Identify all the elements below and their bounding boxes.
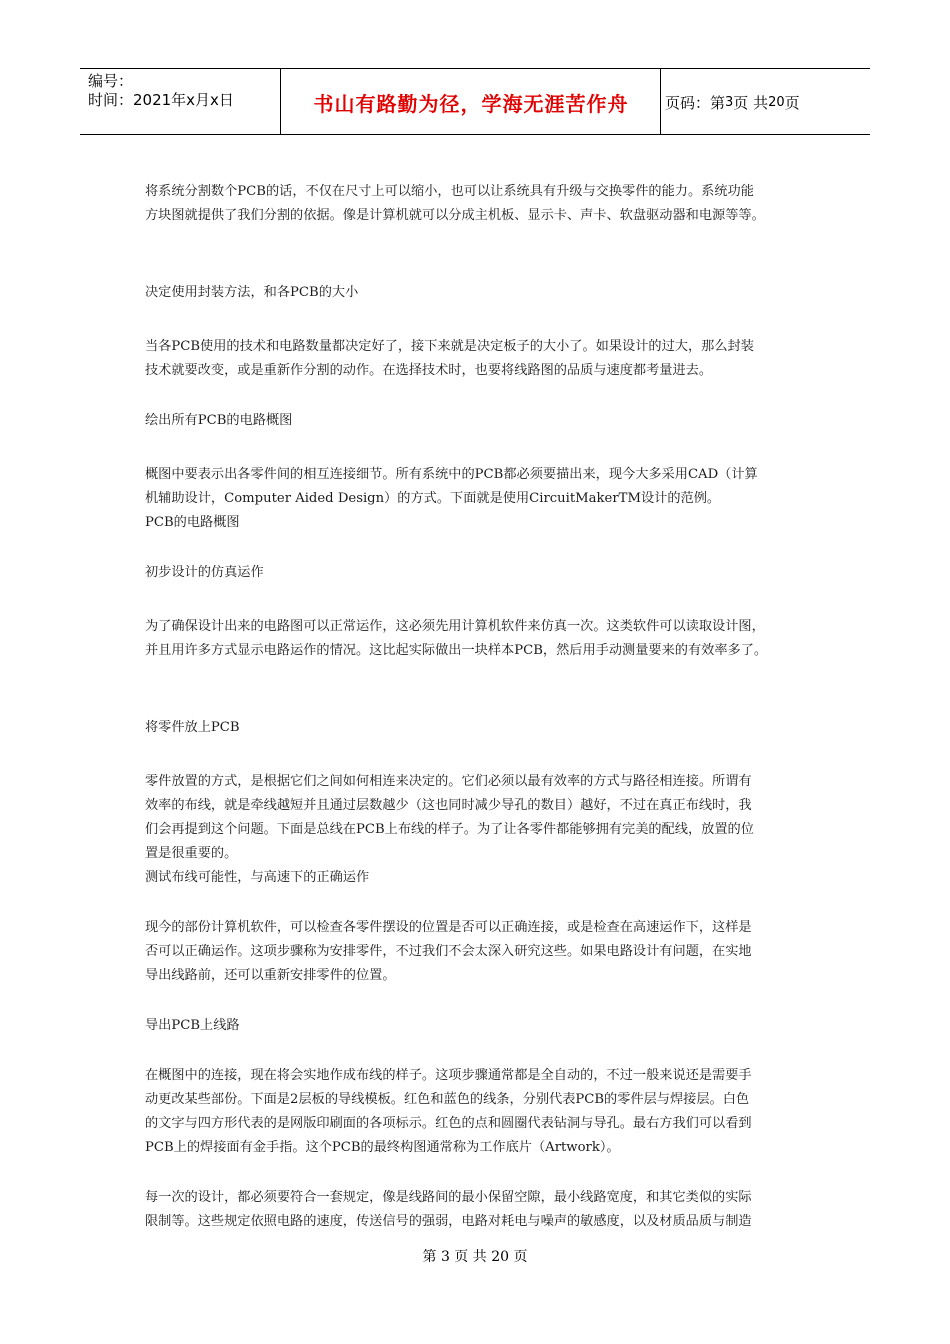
page-total: 20 [768,94,785,110]
date-label: 时间：2021年x月x日 [88,91,234,109]
paragraph-line: 导出线路前，还可以重新安排零件的位置。 [145,968,396,983]
header-divider [660,69,661,135]
section-heading: 绘出所有PCB的电路概图 [145,413,293,428]
paragraph-line: 方块图就提供了我们分割的依据。像是计算机就可以分成主机板、显示卡、声卡、软盘驱动器和电源等等。 [145,208,765,223]
paragraph-line: 当各PCB使用的技术和电路数量都决定好了，接下来就是决定板子的大小了。如果设计的过大，那么封装 [145,339,754,354]
header-page-number [665,69,800,135]
figure-caption: PCB的电路概图 [145,515,240,530]
header-meta [88,72,280,110]
paragraph-line: 效率的布线，就是牵线越短并且通过层数越少（这也同时减少导孔的数目）越好，不过在真正布线时，我 [145,798,752,813]
paragraph-line: 每一次的设计，都必须要符合一套规定，像是线路间的最小保留空隙，最小线路宽度，和其它类似的实际 [145,1190,752,1205]
paragraph-line: 的文字与四方形代表的是网版印刷面的各项标示。红色的点和圆圈代表钻洞与导孔。最右方我们可以看到 [145,1116,752,1131]
page-suffix: 页 [784,93,800,112]
section-heading: 将零件放上PCB [145,720,240,735]
paragraph-line: 将系统分割数个PCB的话，不仅在尺寸上可以缩小，也可以让系统具有升级与交换零件的能力。系统功能 [145,184,754,199]
paragraph-line: 现今的部份计算机软件，可以检查各零件摆设的位置是否可以正确连接，或是检查在高速运作下，这样是 [145,920,752,935]
section-heading: 初步设计的仿真运作 [145,565,264,580]
paragraph-line: 技术就要改变，或是重新作分割的动作。在选择技术时，也要将线路图的品质与速度都考量进去。 [145,363,713,378]
paragraph-line: 为了确保设计出来的电路图可以正常运作，这必须先用计算机软件来仿真一次。这类软件可以读取设计图， [145,619,765,634]
paragraph-line: PCB上的焊接面有金手指。这个PCB的最终构图通常称为工作底片（Artwork）。 [145,1140,620,1155]
page-mid: 页 共 [733,93,769,112]
paragraph-line: 机辅助设计，Computer Aided Design）的方式。下面就是使用CircuitMakerTM设计的范例。 [145,491,721,506]
section-heading: 决定使用封装方法，和各PCB的大小 [145,285,359,300]
paragraph-line: 零件放置的方式，是根据它们之间如何相连来决定的。它们必须以最有效率的方式与路径相连接。所谓有 [145,774,752,789]
code-label: 编号： [88,72,134,90]
header-divider [280,69,281,135]
header-motto: 书山有路勤为径，学海无涯苦作舟 [313,91,629,116]
page-prefix: 页码：第 [665,93,726,112]
page-num: 3 [725,94,734,110]
page-footer: 第 3 页 共 20 页 [422,1249,528,1265]
paragraph-line: 在概图中的连接，现在将会实地作成布线的样子。这项步骤通常都是全自动的，不过一般来说还是需要手 [145,1068,752,1083]
section-heading: 测试布线可能性，与高速下的正确运作 [145,870,370,885]
paragraph-line: 们会再提到这个问题。下面是总线在PCB上布线的样子。为了让各零件都能够拥有完美的配线，放置的位 [145,822,754,837]
paragraph-line: 限制等。这些规定依照电路的速度，传送信号的强弱，电路对耗电与噪声的敏感度，以及材质品质与制造 [145,1214,752,1229]
paragraph-line: 否可以正确运作。这项步骤称为安排零件，不过我们不会太深入研究这些。如果电路设计有问题，在实地 [145,944,752,959]
paragraph-line: 置是很重要的。 [145,846,238,861]
document-body [145,180,810,1234]
section-heading: 导出PCB上线路 [145,1018,240,1033]
paragraph-line: 动更改某些部份。下面是2层板的导线模板。红色和蓝色的线条，分别代表PCB的零件层与焊接层。白色 [145,1092,750,1107]
paragraph-line: 概图中要表示出各零件间的相互连接细节。所有系统中的PCB都必须要描出来，现今大多采用CAD（计算 [145,467,758,482]
page-header [80,68,870,135]
paragraph-line: 并且用许多方式显示电路运作的情况。这比起实际做出一块样本PCB，然后用手动测量要来的有效率多了。 [145,643,768,658]
